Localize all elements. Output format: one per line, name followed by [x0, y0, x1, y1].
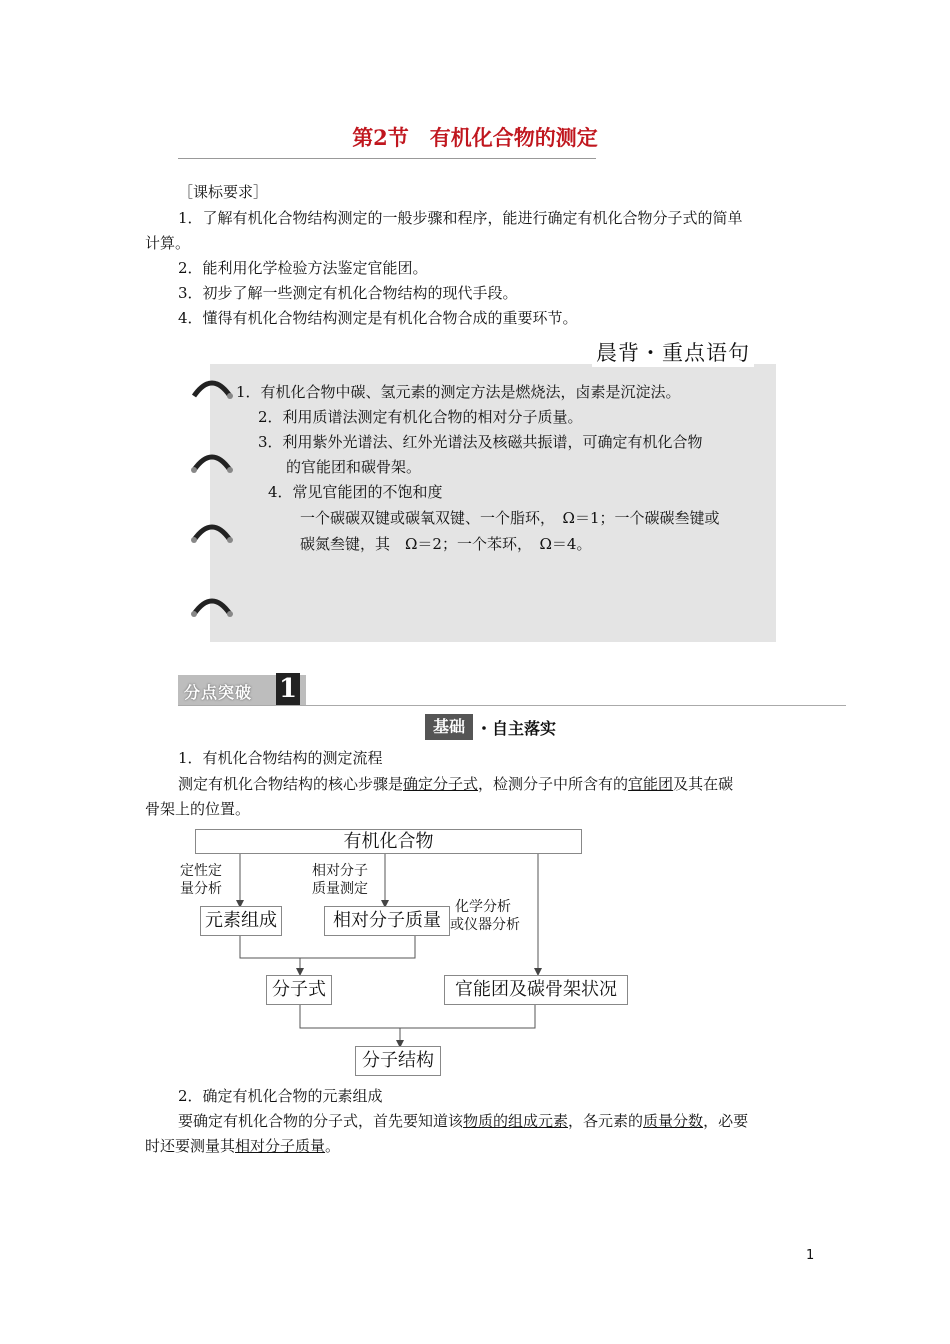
flow-note-mass-1: 相对分子: [312, 863, 368, 879]
part1-paragraph-cont: 骨架上的位置。: [145, 800, 251, 818]
part1-paragraph: 测定有机化合物结构的核心步骤是确定分子式，检测分子中所含有的官能团及其在碳: [178, 775, 734, 793]
flow-note-qualitative-1: 定性定: [180, 863, 222, 879]
answer-blank: 确定分子式: [403, 775, 479, 793]
binder-ring-icon: [190, 376, 234, 400]
flow-node-functional-groups: 官能团及碳骨架状况: [444, 975, 628, 1005]
summary-heading: 晨背・重点语句: [592, 337, 754, 367]
summary-line-3: 3．利用紫外光谱法、红外光谱法及核磁共振谱，可确定有机化合物: [258, 433, 703, 451]
part2-paragraph: 要确定有机化合物的分子式，首先要知道该物质的组成元素，各元素的质量分数，必要: [178, 1112, 749, 1130]
flow-note-analysis-1: 化学分析: [455, 899, 511, 915]
basics-title: ・自主落实: [476, 719, 557, 738]
answer-blank: 相对分子质量: [235, 1137, 326, 1155]
requirement-3: 3．初步了解一些测定有机化合物结构的现代手段。: [178, 284, 518, 302]
section-badge-label: 分点突破: [184, 683, 253, 702]
flow-node-formula: 分子式: [266, 975, 332, 1005]
flow-note-qualitative-2: 量分析: [180, 881, 222, 897]
basics-badge: 基础: [425, 714, 473, 740]
answer-blank: 质量分数: [643, 1112, 704, 1130]
page-title: 第2节 有机化合物的测定: [352, 125, 598, 150]
summary-line-5-cont: 碳氮叁键，其 Ω＝2；一个苯环， Ω＝4。: [300, 535, 592, 553]
answer-blank: 官能团: [628, 775, 674, 793]
part2-paragraph-cont: 时还要测量其相对分子质量。: [145, 1137, 341, 1155]
page-number: 1: [806, 1248, 815, 1263]
summary-line-5: 一个碳碳双键或碳氧双键、一个脂环， Ω＝1；一个碳碳叁键或: [300, 509, 720, 527]
section-badge-number: 1: [276, 673, 300, 705]
title-divider: [178, 158, 596, 159]
requirement-1-cont: 计算。: [145, 234, 191, 252]
summary-line-3-cont: 的官能团和碳骨架。: [286, 458, 422, 476]
flow-note-analysis-2: 或仪器分析: [450, 917, 520, 933]
answer-blank: 物质的组成元素: [463, 1112, 569, 1130]
binder-ring-icon: [190, 594, 234, 618]
requirement-2: 2．能利用化学检验方法鉴定官能团。: [178, 259, 428, 277]
summary-line-4: 4．常见官能团的不饱和度: [268, 483, 443, 501]
section-divider: [178, 705, 846, 706]
binder-ring-icon: [190, 450, 234, 474]
summary-line-2: 2．利用质谱法测定有机化合物的相对分子质量。: [258, 408, 583, 426]
part1-heading: 1．有机化合物结构的测定流程: [178, 749, 383, 767]
flow-node-elements: 元素组成: [200, 906, 282, 936]
flowchart-lines: [170, 822, 640, 1084]
requirement-1: 1．了解有机化合物结构测定的一般步骤和程序，能进行确定有机化合物分子式的简单: [178, 209, 743, 227]
binder-ring-icon: [190, 520, 234, 544]
flow-node-molecular-mass: 相对分子质量: [324, 906, 450, 936]
summary-line-1: 1．有机化合物中碳、氢元素的测定方法是燃烧法，卤素是沉淀法。: [236, 383, 681, 401]
flow-note-mass-2: 质量测定: [312, 881, 368, 897]
requirements-heading: ［课标要求］: [178, 183, 269, 201]
flow-node-structure: 分子结构: [355, 1046, 441, 1076]
flow-node-organic-compound: 有机化合物: [195, 829, 582, 854]
part2-heading: 2．确定有机化合物的元素组成: [178, 1087, 383, 1105]
requirement-4: 4．懂得有机化合物结构测定是有机化合物合成的重要环节。: [178, 309, 578, 327]
